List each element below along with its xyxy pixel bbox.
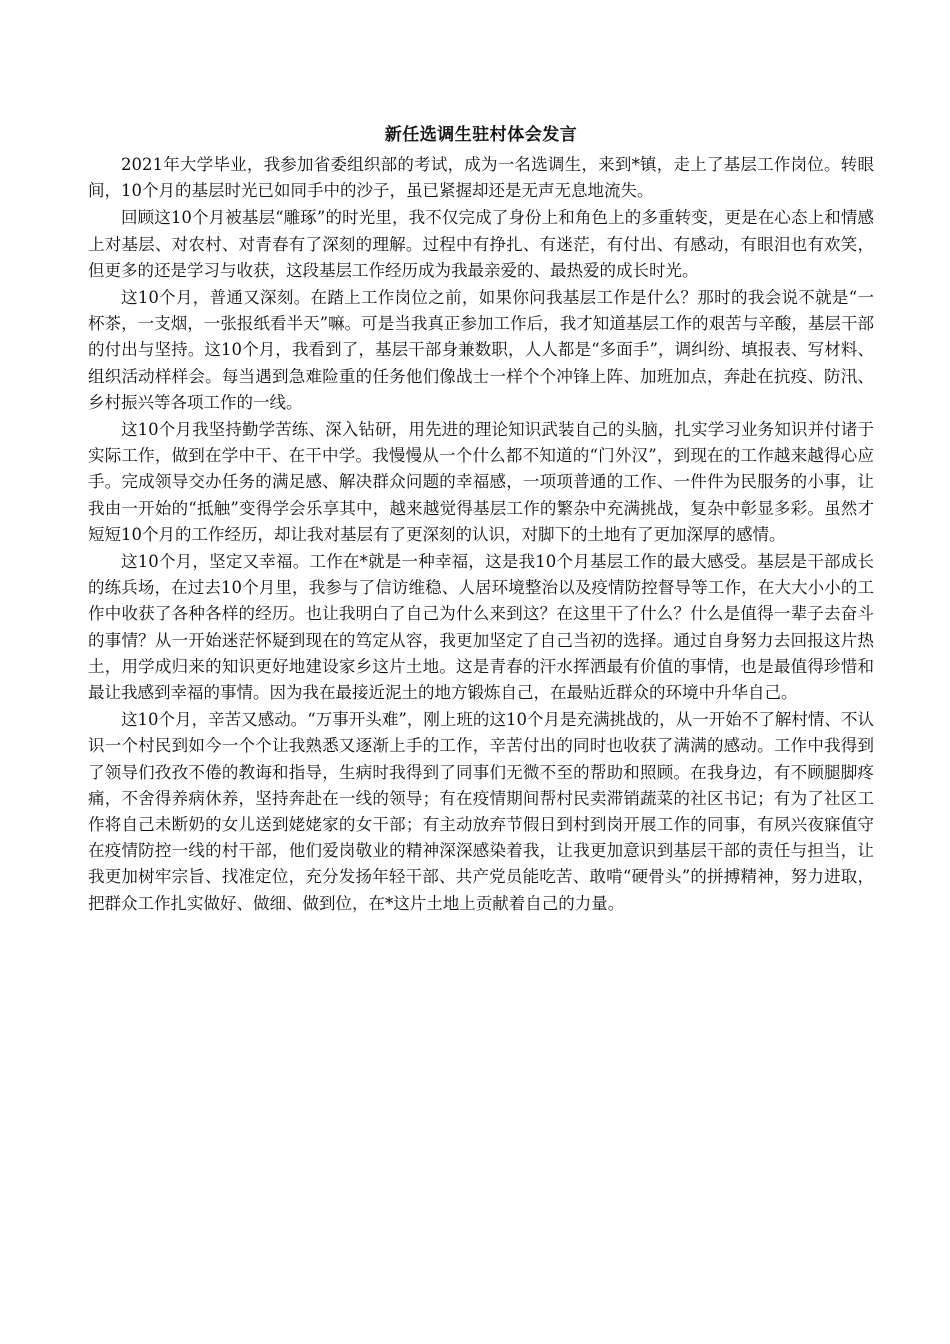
paragraph-2: 回顾这10个月被基层“雕琢”的时光里，我不仅完成了身份上和角色上的多重转变，更是在心态上和情感上对基层、对农村、对青春有了深刻的理解。过程中有挣扎、有迷茫，有付出、有感动，有眼泪也有欢笑，但更多的还是学习与收获，这段基层工作经历成为我最亲爱的、最热爱的成长时光。 [88, 208, 874, 280]
paragraph-1: 2021年大学毕业，我参加省委组织部的考试，成为一名选调生，来到*镇，走上了基层工作岗位。转眼间，10个月的基层时光已如同手中的沙子，虽已紧握却还是无声无息地流失。 [88, 155, 874, 201]
paragraph-3: 这10个月，普通又深刻。在踏上工作岗位之前，如果你问我基层工作是什么？那时的我会说不就是“一杯茶，一支烟，一张报纸看半天”嘛。可是当我真正参加工作后，我才知道基层工作的艰苦与辛酸，基层干部的付出与坚持。这10个月，我看到了，基层干部身兼数职，人人都是“多面手”，调纠纷、填报表、写材料、组织活动样样会。每当遇到急难险重的任务他们像战士一样个个冲锋上阵、加班加点，奔赴在抗疫、防汛、乡村振兴等各项工作的一线。 [88, 288, 874, 412]
document-page [88, 122, 874, 918]
paragraph-4: 这10个月我坚持勤学苦练、深入钻研，用先进的理论知识武装自己的头脑，扎实学习业务知识并付诸于实际工作，做到在学中干、在干中学。我慢慢从一个什么都不知道的“门外汉”，到现在的工作越来越得心应手。完成领导交办任务的满足感、解决群众问题的幸福感，一项项普通的工作、一件件为民服务的小事，让我由一开始的“抵触”变得学会乐享其中，越来越觉得基层工作的繁杂中充满挑战，复杂中彰显多彩。虽然才短短10个月的工作经历，却让我对基层有了更深刻的认识，对脚下的土地有了更加深厚的感情。 [88, 420, 874, 544]
document-title: 新任选调生驻村体会发言 [384, 125, 578, 145]
paragraph-6: 这10个月，辛苦又感动。“万事开头难”，刚上班的这10个月是充满挑战的，从一开始不了解村情、不认识一个村民到如今一个个让我熟悉又逐渐上手的工作，辛苦付出的同时也收获了满满的感动。工作中我得到了领导们孜孜不倦的教诲和指导，生病时我得到了同事们无微不至的帮助和照顾。在我身边，有不顾腿脚疼痛，不舍得养病休养，坚持奔赴在一线的领导；有在疫情期间帮村民卖滞销蔬菜的社区书记；有为了社区工作将自己未断奶的女儿送到姥姥家的女干部；有主动放弃节假日到村到岗开展工作的同事，有夙兴夜寐值守在疫情防控一线的村干部，他们爱岗敬业的精神深深感染着我，让我更加意识到基层干部的责任与担当，让我更加树牢宗旨、找准定位，充分发扬年轻干部、共产党员能吃苦、敢啃“硬骨头”的拼搏精神，努力进取，把群众工作扎实做好、做细、做到位，在*这片土地上贡献着自己的力量。 [88, 710, 874, 913]
paragraph-5: 这10个月，坚定又幸福。工作在*就是一种幸福，这是我10个月基层工作的最大感受。基层是干部成长的练兵场，在过去10个月里，我参与了信访维稳、人居环境整治以及疫情防控督导等工作，在大大小小的工作中收获了各种各样的经历。也让我明白了自己为什么来到这？在这里干了什么？什么是值得一辈子去奋斗的事情？从一开始迷茫怀疑到现在的笃定从容，我更加坚定了自己当初的选择。通过自身努力去回报这片热土，用学成归来的知识更好地建设家乡这片土地。这是青春的汗水挥洒最有价值的事情，也是最值得珍惜和最让我感到幸福的事情。因为我在最接近泥土的地方锻炼自己，在最贴近群众的环境中升华自己。 [88, 552, 874, 703]
